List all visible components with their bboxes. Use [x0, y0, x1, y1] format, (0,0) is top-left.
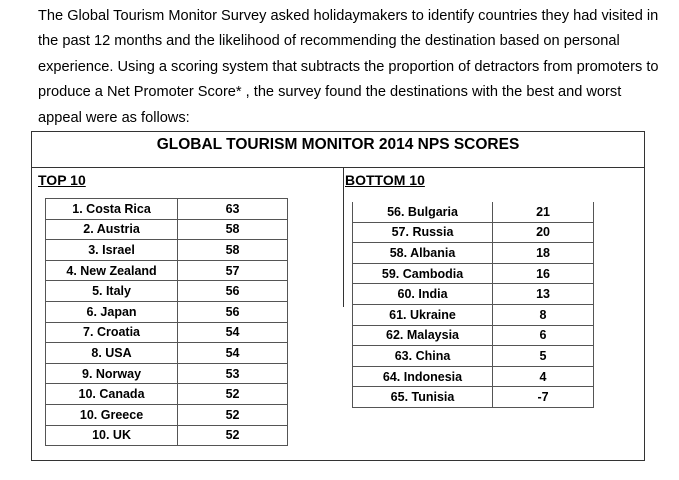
table-row: [353, 222, 594, 243]
bottom-10-label: BOTTOM 10: [345, 172, 425, 188]
country-name-cell: 63. China: [353, 346, 493, 367]
top-10-label: TOP 10: [38, 172, 86, 188]
table-row: [46, 384, 288, 405]
table-row: [46, 219, 288, 240]
country-name-cell: 10. Greece: [46, 404, 178, 425]
nps-score-cell: 53: [178, 363, 288, 384]
table-row: [46, 404, 288, 425]
table-row: [353, 325, 594, 346]
nps-score-cell: 13: [493, 284, 594, 305]
country-name-cell: 4. New Zealand: [46, 260, 178, 281]
country-name-cell: 65. Tunisia: [353, 387, 493, 408]
table-row: [353, 387, 594, 408]
intro-paragraph: The Global Tourism Monitor Survey asked holidaymakers to identify countries they had visited in the past 12 months and the likelihood of recommending the destination based on personal experience. Using a scoring system that subtracts the proportion of detractors from promoters to produce a Net Promoter Score* , the survey found the destinations with the best and worst appeal were as follows:: [38, 8, 659, 126]
nps-score-cell: 8: [493, 304, 594, 325]
country-name-cell: 10. Canada: [46, 384, 178, 405]
table-row: [46, 260, 288, 281]
table-row: [353, 243, 594, 264]
nps-score-cell: 52: [178, 404, 288, 425]
nps-score-cell: 16: [493, 263, 594, 284]
country-name-cell: 2. Austria: [46, 219, 178, 240]
nps-score-cell: 58: [178, 240, 288, 261]
table-row: [46, 363, 288, 384]
table-row: [46, 240, 288, 261]
nps-score-cell: 54: [178, 343, 288, 364]
bottom-10-table: [352, 202, 594, 408]
nps-score-cell: 56: [178, 281, 288, 302]
top-10-table: [45, 198, 288, 446]
nps-scores-frame: [31, 131, 645, 461]
table-row: [46, 343, 288, 364]
table-row: [353, 366, 594, 387]
table-row: [46, 199, 288, 220]
nps-score-cell: 6: [493, 325, 594, 346]
table-title: GLOBAL TOURISM MONITOR 2014 NPS SCORES: [32, 132, 644, 168]
table-row: [46, 281, 288, 302]
country-name-cell: 61. Ukraine: [353, 304, 493, 325]
table-row: [353, 284, 594, 305]
country-name-cell: 6. Japan: [46, 301, 178, 322]
nps-score-cell: 57: [178, 260, 288, 281]
table-row: [353, 304, 594, 325]
nps-score-cell: -7: [493, 387, 594, 408]
country-name-cell: 56. Bulgaria: [353, 202, 493, 222]
nps-score-cell: 5: [493, 346, 594, 367]
nps-score-cell: 18: [493, 243, 594, 264]
country-name-cell: 58. Albania: [353, 243, 493, 264]
table-row: [46, 301, 288, 322]
nps-score-cell: 54: [178, 322, 288, 343]
country-name-cell: 60. India: [353, 284, 493, 305]
nps-score-cell: 21: [493, 202, 594, 222]
nps-score-cell: 52: [178, 384, 288, 405]
country-name-cell: 7. Croatia: [46, 322, 178, 343]
country-name-cell: 10. UK: [46, 425, 178, 446]
country-name-cell: 1. Costa Rica: [46, 199, 178, 220]
nps-score-cell: 4: [493, 366, 594, 387]
country-name-cell: 57. Russia: [353, 222, 493, 243]
table-row: [353, 346, 594, 367]
country-name-cell: 9. Norway: [46, 363, 178, 384]
nps-score-cell: 58: [178, 219, 288, 240]
country-name-cell: 5. Italy: [46, 281, 178, 302]
table-row: [46, 425, 288, 446]
country-name-cell: 59. Cambodia: [353, 263, 493, 284]
nps-score-cell: 56: [178, 301, 288, 322]
nps-score-cell: 63: [178, 199, 288, 220]
country-name-cell: 8. USA: [46, 343, 178, 364]
column-divider: [343, 168, 344, 307]
country-name-cell: 64. Indonesia: [353, 366, 493, 387]
table-row: [353, 202, 594, 222]
country-name-cell: 3. Israel: [46, 240, 178, 261]
nps-score-cell: 20: [493, 222, 594, 243]
table-row: [353, 263, 594, 284]
table-row: [46, 322, 288, 343]
nps-score-cell: 52: [178, 425, 288, 446]
country-name-cell: 62. Malaysia: [353, 325, 493, 346]
